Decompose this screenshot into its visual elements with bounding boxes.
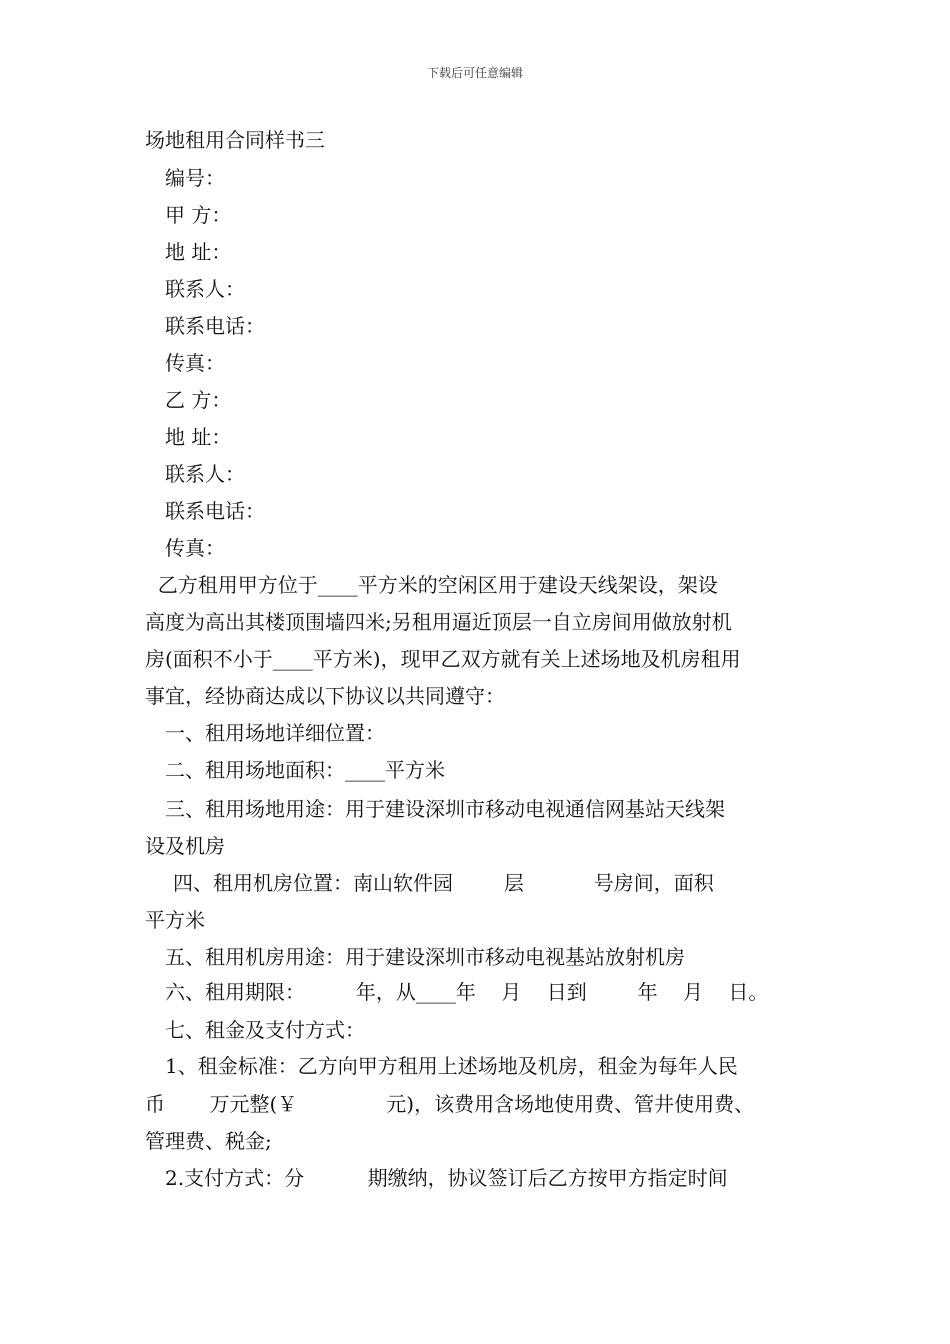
- clause-3-line-2: 设及机房: [145, 834, 225, 858]
- clause-5: 五、租用机房用途：用于建设深圳市移动电视基站放射机房: [165, 945, 685, 969]
- clause-7-1-line-1: 1、租金标准：乙方向甲方租用上述场地及机房，租金为每年人民: [165, 1054, 738, 1078]
- clause-3-line-1: 三、租用场地用途：用于建设深圳市移动电视通信网基站天线架: [165, 797, 725, 821]
- clause-6: 六、租用期限： 年，从____年 月 日到 年 月 日。: [165, 980, 769, 1004]
- party-a-field: 甲 方：: [165, 203, 232, 227]
- fax-b-field: 传真：: [165, 536, 225, 560]
- address-b-field: 地 址：: [165, 425, 232, 449]
- intro-line-3: 房(面积不小于____平方米)，现甲乙双方就有关上述场地及机房租用: [145, 647, 741, 671]
- intro-line-1: 乙方租用甲方位于____平方米的空闲区用于建设天线架设，架设: [145, 573, 718, 597]
- clause-1: 一、租用场地详细位置：: [165, 721, 385, 745]
- clause-2: 二、租用场地面积：____平方米: [165, 758, 445, 782]
- phone-a-field: 联系电话：: [165, 314, 265, 338]
- phone-b-field: 联系电话：: [165, 499, 265, 523]
- clause-7: 七、租金及支付方式：: [165, 1018, 365, 1042]
- intro-line-4: 事宜，经协商达成以下协议以共同遵守：: [145, 684, 505, 708]
- clause-7-2: 2.支付方式：分 期缴纳，协议签订后乙方按甲方指定时间: [165, 1166, 728, 1190]
- address-a-field: 地 址：: [165, 240, 232, 264]
- fax-a-field: 传真：: [165, 351, 225, 375]
- clause-7-1-line-3: 管理费、税金;: [145, 1129, 272, 1153]
- number-field: 编号：: [165, 166, 225, 190]
- party-b-field: 乙 方：: [165, 388, 232, 412]
- document-title: 场地租用合同样书三: [145, 128, 325, 152]
- page-header: 下载后可任意编辑: [426, 66, 523, 80]
- intro-line-2: 高度为高出其楼顶围墙四米;另租用逼近顶层一自立房间用做放射机: [145, 610, 732, 634]
- contact-a-field: 联系人：: [165, 277, 245, 301]
- contact-b-field: 联系人：: [165, 462, 245, 486]
- clause-4-line-1: 四、租用机房位置：南山软件园 层 号房间，面积: [173, 871, 714, 895]
- clause-7-1-line-2: 币 万元整(￥ 元)，该费用含场地使用费、管井使用费、: [145, 1092, 755, 1116]
- clause-4-line-2: 平方米: [145, 908, 205, 932]
